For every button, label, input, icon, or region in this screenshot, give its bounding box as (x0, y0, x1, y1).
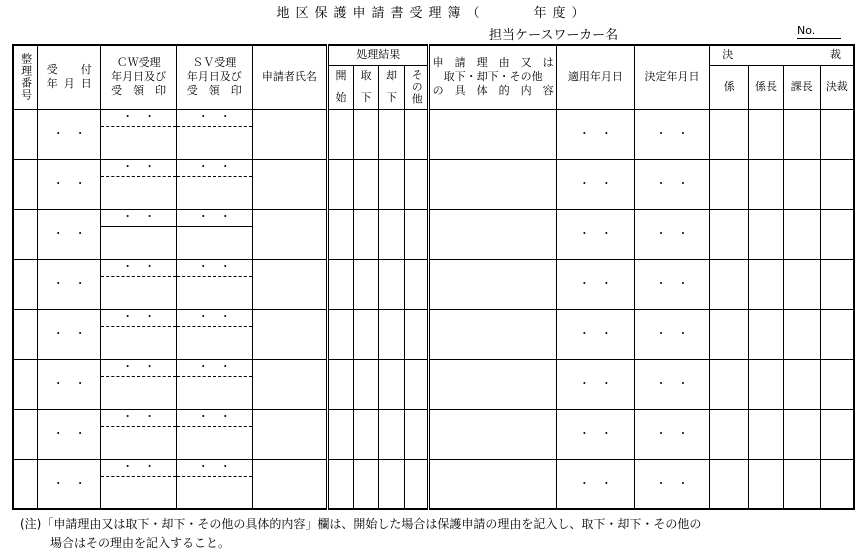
result-withdraw-cell[interactable] (353, 409, 379, 459)
serial-cell[interactable] (13, 159, 38, 209)
sv-date: ・ ・ (177, 210, 252, 227)
serial-cell[interactable] (13, 309, 38, 359)
approval-staff-cell[interactable] (710, 359, 749, 409)
approval-staff-cell[interactable] (710, 209, 749, 259)
sv-date: ・ ・ (177, 110, 252, 127)
result-reject-cell[interactable] (379, 259, 405, 309)
decision-date-cell[interactable] (634, 459, 710, 509)
cw-stamp-area[interactable] (101, 127, 176, 159)
decision-date-cell[interactable] (634, 359, 710, 409)
reason-cell[interactable] (429, 109, 557, 159)
apply-date: ・ ・ (578, 476, 612, 490)
apply-date: ・ ・ (578, 426, 612, 440)
applicant-cell[interactable] (252, 159, 328, 209)
applicant-cell[interactable] (252, 309, 328, 359)
serial-cell[interactable] (13, 259, 38, 309)
decision-date: ・ ・ (655, 376, 689, 390)
result-withdraw-cell[interactable] (353, 209, 379, 259)
result-withdraw-cell[interactable] (353, 109, 379, 159)
sv-receipt-cell[interactable] (176, 159, 252, 209)
table-row (13, 409, 854, 459)
apply-date: ・ ・ (578, 326, 612, 340)
sv-receipt-cell[interactable] (176, 459, 252, 509)
received-date-cell[interactable] (38, 259, 101, 309)
reason-cell[interactable] (429, 309, 557, 359)
table-row (13, 109, 854, 159)
cw-stamp-area[interactable] (101, 377, 176, 409)
approval-manager-cell[interactable] (783, 459, 820, 509)
apply-date-cell[interactable] (557, 409, 635, 459)
result-withdraw-cell[interactable] (353, 459, 379, 509)
approval-chief-cell[interactable] (749, 409, 784, 459)
serial-cell[interactable] (13, 359, 38, 409)
approval-chief-cell[interactable] (749, 109, 784, 159)
header-serial: 整理番号 (13, 45, 38, 109)
sv-receipt-cell[interactable] (176, 359, 252, 409)
serial-cell[interactable] (13, 409, 38, 459)
approval-chief-cell[interactable] (749, 159, 784, 209)
approval-final-cell[interactable] (820, 159, 854, 209)
cw-receipt-cell[interactable] (101, 359, 177, 409)
footnote-line1: (注)「申請理由又は取下・却下・その他の具体的内容」欄は、開始した場合は保護申請の理由を記入し、取下・却下・その他の (20, 517, 702, 531)
approval-manager-cell[interactable] (783, 259, 820, 309)
approval-manager-cell[interactable] (783, 209, 820, 259)
header-approval-final: 決裁 (820, 65, 854, 109)
approval-manager-cell[interactable] (783, 109, 820, 159)
apply-date: ・ ・ (578, 126, 612, 140)
table-row (13, 259, 854, 309)
result-withdraw-cell[interactable] (353, 159, 379, 209)
result-other-cell[interactable] (404, 309, 429, 359)
decision-date-cell[interactable] (634, 159, 710, 209)
apply-date-cell[interactable] (557, 259, 635, 309)
header-approval-chief: 係長 (749, 65, 784, 109)
received-date: ・ ・ (52, 476, 86, 490)
result-reject-cell[interactable] (379, 459, 405, 509)
result-start-cell[interactable] (328, 159, 354, 209)
cw-stamp-area[interactable] (101, 327, 176, 359)
header-cw-receipt: ＣＷ受理 年月日及び 受 領 印 (101, 45, 177, 109)
footnote-line2: 場合はその理由を記入すること。 (50, 536, 231, 551)
approval-chief-cell[interactable] (749, 209, 784, 259)
page-title (0, 2, 867, 21)
sv-stamp-area[interactable] (177, 277, 252, 309)
result-start-cell[interactable] (328, 309, 354, 359)
cw-receipt-cell[interactable] (101, 309, 177, 359)
approval-staff-cell[interactable] (710, 309, 749, 359)
reason-cell[interactable] (429, 209, 557, 259)
decision-date: ・ ・ (655, 176, 689, 190)
approval-staff-cell[interactable] (710, 259, 749, 309)
received-date-cell[interactable] (38, 359, 101, 409)
caseworker-name-field[interactable] (489, 24, 781, 45)
apply-date-cell[interactable] (557, 209, 635, 259)
received-date: ・ ・ (52, 126, 86, 140)
approval-final-cell[interactable] (820, 309, 854, 359)
sv-date: ・ ・ (177, 460, 252, 477)
apply-date-cell[interactable] (557, 159, 635, 209)
received-date-cell[interactable] (38, 209, 101, 259)
result-reject-cell[interactable] (379, 359, 405, 409)
cw-receipt-cell[interactable] (101, 259, 177, 309)
table-row (13, 359, 854, 409)
cw-stamp-area[interactable] (101, 477, 176, 509)
apply-date-cell[interactable] (557, 459, 635, 509)
decision-date: ・ ・ (655, 476, 689, 490)
cw-date: ・ ・ (101, 210, 176, 227)
cw-stamp-area[interactable] (101, 177, 176, 209)
sv-stamp-area[interactable] (177, 477, 252, 509)
header-approval-staff: 係 (710, 65, 749, 109)
title-end: 年度） (533, 6, 591, 21)
header-applicant: 申請者氏名 (252, 45, 328, 109)
sv-stamp-area[interactable] (177, 377, 252, 409)
header-result-other: その他 (404, 65, 429, 109)
decision-date-cell[interactable] (634, 309, 710, 359)
result-reject-cell[interactable] (379, 109, 405, 159)
header-result-start: 開 始 (328, 65, 354, 109)
sv-date: ・ ・ (177, 410, 252, 427)
header-apply-date: 適用年月日 (557, 45, 635, 109)
result-start-cell[interactable] (328, 359, 354, 409)
table-row (13, 209, 854, 259)
decision-date: ・ ・ (655, 126, 689, 140)
caseworker-label: 担当ケースワーカー名 (489, 28, 619, 43)
approval-manager-cell[interactable] (783, 359, 820, 409)
decision-date: ・ ・ (655, 276, 689, 290)
result-other-cell[interactable] (404, 259, 429, 309)
sv-date: ・ ・ (177, 310, 252, 327)
result-reject-cell[interactable] (379, 309, 405, 359)
decision-date: ・ ・ (655, 326, 689, 340)
approval-final-cell[interactable] (820, 459, 854, 509)
applicant-cell[interactable] (252, 259, 328, 309)
received-date: ・ ・ (52, 176, 86, 190)
sv-date: ・ ・ (177, 260, 252, 277)
decision-date-cell[interactable] (634, 409, 710, 459)
sv-receipt-cell[interactable] (176, 259, 252, 309)
decision-date-cell[interactable] (634, 209, 710, 259)
reason-cell[interactable] (429, 259, 557, 309)
received-date: ・ ・ (52, 426, 86, 440)
approval-manager-cell[interactable] (783, 409, 820, 459)
received-date: ・ ・ (52, 376, 86, 390)
received-date-cell[interactable] (38, 309, 101, 359)
approval-staff-cell[interactable] (710, 409, 749, 459)
applicant-cell[interactable] (252, 109, 328, 159)
cw-stamp-area[interactable] (101, 427, 176, 459)
header-reason: 申 請 理 由 又 は 取下・却下・その他 の 具 体 的 内 容 (429, 45, 557, 109)
register-table (12, 44, 855, 510)
approval-staff-cell[interactable] (710, 109, 749, 159)
reason-cell[interactable] (429, 359, 557, 409)
apply-date-cell[interactable] (557, 309, 635, 359)
result-start-cell[interactable] (328, 209, 354, 259)
approval-chief-cell[interactable] (749, 459, 784, 509)
approval-staff-cell[interactable] (710, 459, 749, 509)
approval-chief-cell[interactable] (749, 309, 784, 359)
applicant-cell[interactable] (252, 209, 328, 259)
cw-date: ・ ・ (101, 360, 176, 377)
result-other-cell[interactable] (404, 109, 429, 159)
received-date-cell[interactable] (38, 409, 101, 459)
apply-date: ・ ・ (578, 376, 612, 390)
sv-date: ・ ・ (177, 360, 252, 377)
decision-date: ・ ・ (655, 426, 689, 440)
reason-cell[interactable] (429, 159, 557, 209)
approval-staff-cell[interactable] (710, 159, 749, 209)
result-start-cell[interactable] (328, 259, 354, 309)
serial-cell[interactable] (13, 459, 38, 509)
header-result-group: 処理結果 (328, 45, 429, 65)
cw-stamp-area[interactable] (101, 227, 176, 259)
reason-cell[interactable] (429, 409, 557, 459)
decision-date-cell[interactable] (634, 259, 710, 309)
cw-receipt-cell[interactable] (101, 209, 177, 259)
apply-date-cell[interactable] (557, 359, 635, 409)
approval-manager-cell[interactable] (783, 309, 820, 359)
sv-receipt-cell[interactable] (176, 209, 252, 259)
received-date-cell[interactable] (38, 109, 101, 159)
table-row (13, 159, 854, 209)
approval-manager-cell[interactable] (783, 159, 820, 209)
no-label: No. (797, 24, 816, 37)
result-other-cell[interactable] (404, 209, 429, 259)
title-main: 地区保護申請書受理簿（ (276, 6, 486, 21)
result-other-cell[interactable] (404, 359, 429, 409)
approval-final-cell[interactable] (820, 259, 854, 309)
footnote (20, 515, 701, 553)
result-withdraw-cell[interactable] (353, 309, 379, 359)
cw-date: ・ ・ (101, 160, 176, 177)
header-approval-group: 決 裁 (710, 45, 854, 65)
header-received: 受 年 月 付 日 (38, 45, 101, 109)
result-other-cell[interactable] (404, 459, 429, 509)
cw-date: ・ ・ (101, 110, 176, 127)
approval-final-cell[interactable] (820, 109, 854, 159)
cw-date: ・ ・ (101, 460, 176, 477)
header-result-withdraw: 取 下 (353, 65, 379, 109)
applicant-cell[interactable] (252, 359, 328, 409)
cw-receipt-cell[interactable] (101, 109, 177, 159)
result-start-cell[interactable] (328, 459, 354, 509)
cw-receipt-cell[interactable] (101, 409, 177, 459)
serial-cell[interactable] (13, 209, 38, 259)
result-other-cell[interactable] (404, 409, 429, 459)
approval-chief-cell[interactable] (749, 259, 784, 309)
result-reject-cell[interactable] (379, 209, 405, 259)
applicant-cell[interactable] (252, 409, 328, 459)
approval-final-cell[interactable] (820, 409, 854, 459)
received-date-cell[interactable] (38, 159, 101, 209)
result-start-cell[interactable] (328, 409, 354, 459)
result-withdraw-cell[interactable] (353, 259, 379, 309)
apply-date: ・ ・ (578, 226, 612, 240)
sv-stamp-area[interactable] (177, 327, 252, 359)
sv-date: ・ ・ (177, 160, 252, 177)
result-other-cell[interactable] (404, 159, 429, 209)
received-date: ・ ・ (52, 326, 86, 340)
sv-receipt-cell[interactable] (176, 109, 252, 159)
received-date: ・ ・ (52, 226, 86, 240)
number-field[interactable] (797, 24, 841, 39)
received-date: ・ ・ (52, 276, 86, 290)
header-approval-manager: 課長 (783, 65, 820, 109)
sv-stamp-area[interactable] (177, 427, 252, 459)
approval-final-cell[interactable] (820, 359, 854, 409)
sv-stamp-area[interactable] (177, 227, 252, 259)
cw-receipt-cell[interactable] (101, 459, 177, 509)
header-sv-receipt: ＳＶ受理 年月日及び 受 領 印 (176, 45, 252, 109)
sv-receipt-cell[interactable] (176, 409, 252, 459)
decision-date: ・ ・ (655, 226, 689, 240)
header-result-reject: 却 下 (379, 65, 405, 109)
apply-date-cell[interactable] (557, 109, 635, 159)
sv-receipt-cell[interactable] (176, 309, 252, 359)
decision-date-cell[interactable] (634, 109, 710, 159)
apply-date: ・ ・ (578, 176, 612, 190)
approval-final-cell[interactable] (820, 209, 854, 259)
result-reject-cell[interactable] (379, 159, 405, 209)
received-date-cell[interactable] (38, 459, 101, 509)
cw-date: ・ ・ (101, 310, 176, 327)
cw-date: ・ ・ (101, 410, 176, 427)
serial-cell[interactable] (13, 109, 38, 159)
header-decision-date: 決定年月日 (634, 45, 710, 109)
sv-stamp-area[interactable] (177, 127, 252, 159)
approval-chief-cell[interactable] (749, 359, 784, 409)
result-start-cell[interactable] (328, 109, 354, 159)
applicant-cell[interactable] (252, 459, 328, 509)
result-withdraw-cell[interactable] (353, 359, 379, 409)
cw-receipt-cell[interactable] (101, 159, 177, 209)
cw-stamp-area[interactable] (101, 277, 176, 309)
cw-date: ・ ・ (101, 260, 176, 277)
table-row (13, 459, 854, 509)
sv-stamp-area[interactable] (177, 177, 252, 209)
table-row (13, 309, 854, 359)
apply-date: ・ ・ (578, 276, 612, 290)
result-reject-cell[interactable] (379, 409, 405, 459)
reason-cell[interactable] (429, 459, 557, 509)
